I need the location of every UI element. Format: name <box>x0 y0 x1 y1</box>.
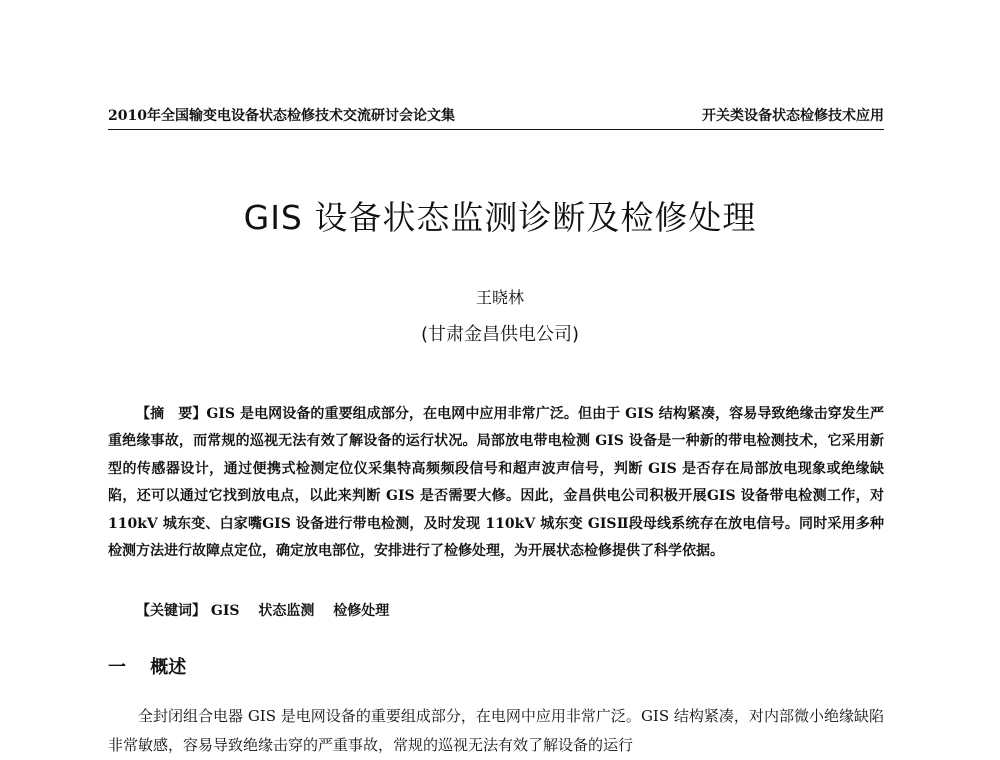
abstract <box>108 401 884 565</box>
section-title: 概述 <box>150 657 187 678</box>
header-proceedings-title: 2010年全国输变电设备状态检修技术交流研讨会论文集 <box>108 108 455 124</box>
keyword-item: GIS <box>210 603 240 619</box>
paper-title: GIS 设备状态监测诊断及检修处理 <box>243 198 757 237</box>
body-paragraph: 全封闭组合电器 GIS 是电网设备的重要组成部分，在电网中应用非常广泛。GIS 结构紧凑，对内部微小绝缘缺陷非常敏感，容易导致绝缘击穿的严重事故，常规的巡视无法有效了解设备的运行 <box>108 707 884 754</box>
author-name: 王晓林 <box>475 288 524 307</box>
keyword-item: 检修处理 <box>333 603 390 619</box>
abstract-label: 【摘 要】 <box>136 406 207 422</box>
keywords-label: 【关键词】 <box>136 603 206 619</box>
author-affiliation: (甘肃金昌供电公司) <box>420 324 580 345</box>
section-heading <box>108 655 186 681</box>
header-section-title: 开关类设备状态检修技术应用 <box>702 108 884 124</box>
abstract-text: GIS 是电网设备的重要组成部分，在电网中应用非常广泛。但由于 GIS 结构紧凑，容易导致绝缘击穿发生严重绝缘事故，而常规的巡视无法有效了解设备的运行状况。局部放电带电检测 GIS 设备是一种新的带电检测技术，它采用新型的传感器设计，通过便携式检测定位仪采集特高频频段信号和超声波声信号，判断 GIS 是否存在局部放电现象或绝缘缺陷，还可以通过它找到放电点，以此来判断 GIS 是否需要大修。因此，金昌供电公司积极开展GIS 设备带电检测工作，对 110kV 城东变、白家嘴GIS 设备进行带电检测，及时发现 110kV 城东变 GISⅡ段母线系统存在放电信号。同时采用多种检测方法进行故障点定位，确定放电部位，安排进行了检修处理，为开展状态检修提供了科学依据。 <box>108 406 884 560</box>
running-header <box>108 107 884 130</box>
keywords <box>136 599 884 623</box>
section-number: 一 <box>108 657 126 678</box>
keyword-item: 状态监测 <box>258 603 315 619</box>
